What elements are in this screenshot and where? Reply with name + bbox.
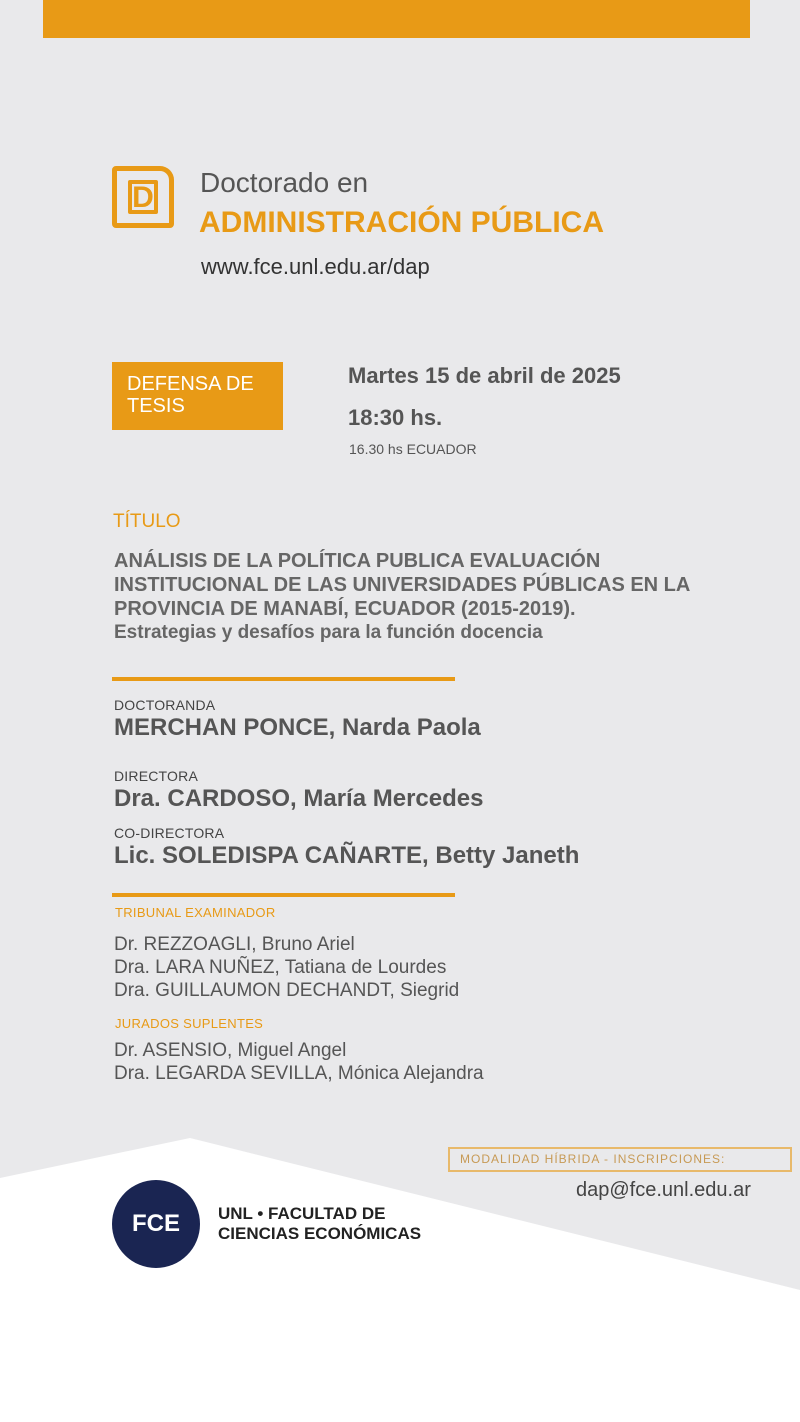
program-logo-icon: [112, 166, 174, 228]
fce-logo-icon: FCE: [112, 1180, 200, 1268]
tribunal-label: TRIBUNAL EXAMINADOR: [115, 905, 276, 920]
alternate-member: Dra. LEGARDA SEVILLA, Mónica Alejandra: [114, 1063, 484, 1084]
program-title-line1: Doctorado en: [200, 167, 369, 198]
event-time: 18:30 hs.: [348, 405, 443, 430]
title-label: TÍTULO: [113, 511, 181, 532]
faculty-name-line2: CIENCIAS ECONÓMICAS: [218, 1224, 422, 1243]
thesis-title: [114, 549, 754, 645]
candidate-name: MERCHAN PONCE, Narda Paola: [114, 714, 481, 741]
director-label: DIRECTORA: [114, 768, 198, 784]
codirector-name: Lic. SOLEDISPA CAÑARTE, Betty Janeth: [114, 842, 580, 869]
thesis-title-line: INSTITUCIONAL DE LAS UNIVERSIDADES PÚBLICAS EN LA: [114, 574, 691, 596]
thesis-title-line: ANÁLISIS DE LA POLÍTICA PUBLICA EVALUACIÓN: [114, 550, 601, 572]
divider: [112, 893, 455, 897]
alternate-member: Dr. ASENSIO, Miguel Angel: [114, 1040, 347, 1061]
thesis-title-line: PROVINCIA DE MANABÍ, ECUADOR (2015-2019).: [114, 598, 576, 620]
alternates-label: JURADOS SUPLENTES: [115, 1016, 264, 1031]
codirector-label: CO-DIRECTORA: [114, 825, 225, 841]
top-accent-bar: [43, 0, 750, 38]
director-name: Dra. CARDOSO, María Mercedes: [114, 785, 484, 812]
logo-letter: D: [128, 180, 158, 214]
defense-badge: [112, 362, 283, 430]
tribunal-member: Dra. GUILLAUMON DECHANDT, Siegrid: [114, 980, 460, 1001]
faculty-name-line1: UNL • FACULTAD DE: [218, 1204, 386, 1223]
badge-line1: DEFENSA DE: [127, 373, 254, 395]
badge-line2: TESIS: [127, 395, 185, 417]
candidate-label: DOCTORANDA: [114, 697, 216, 713]
modalidad-box: MODALIDAD HÍBRIDA - INSCRIPCIONES:: [448, 1147, 792, 1172]
event-time-ecuador: 16.30 hs ECUADOR: [349, 441, 477, 457]
contact-email[interactable]: dap@fce.unl.edu.ar: [576, 1179, 751, 1201]
thesis-subtitle: Estrategias y desafíos para la función docencia: [114, 622, 543, 643]
tribunal-member: Dra. LARA NUÑEZ, Tatiana de Lourdes: [114, 957, 447, 978]
program-url: www.fce.unl.edu.ar/dap: [201, 254, 430, 279]
event-date: Martes 15 de abril de 2025: [348, 363, 621, 388]
alternates-list: [114, 1039, 484, 1085]
tribunal-member: Dr. REZZOAGLI, Bruno Ariel: [114, 934, 355, 955]
program-title-line2: ADMINISTRACIÓN PÚBLICA: [199, 206, 604, 239]
tribunal-list: [114, 933, 459, 1002]
divider: [112, 677, 455, 681]
